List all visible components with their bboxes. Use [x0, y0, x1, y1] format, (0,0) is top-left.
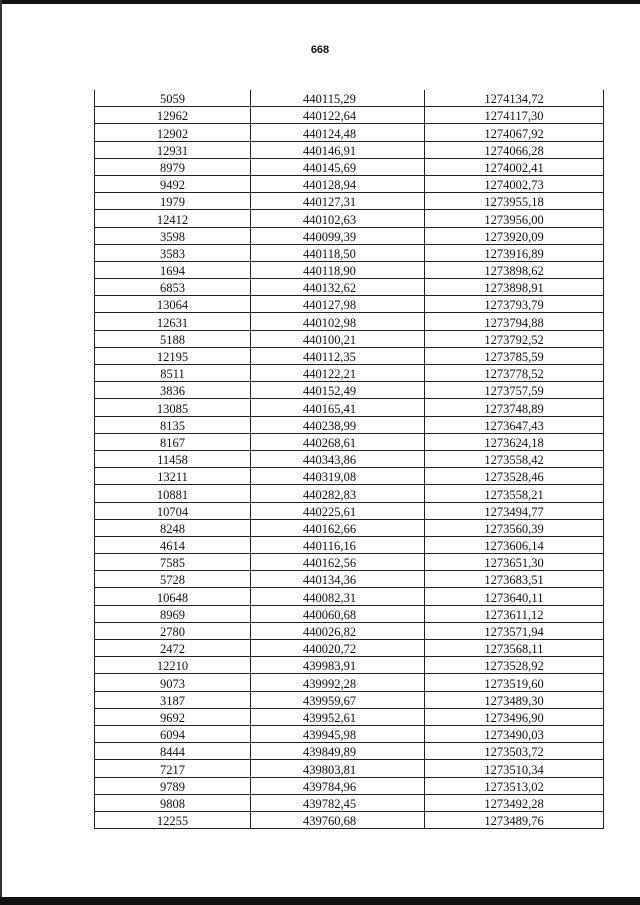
table-row: [95, 433, 604, 450]
x-coordinate-cell: 440082,31: [251, 588, 425, 605]
x-coordinate-cell: 440134,36: [251, 571, 425, 588]
x-coordinate-cell: 440268,61: [251, 433, 425, 450]
x-coordinate-cell: 440118,90: [251, 261, 425, 278]
x-coordinate-cell: 440118,50: [251, 244, 425, 261]
x-coordinate-cell: 440026,82: [251, 622, 425, 639]
point-id-cell: 13064: [95, 296, 251, 313]
table-row: [95, 210, 604, 227]
y-coordinate-cell: 1273503,72: [425, 743, 604, 760]
point-id-cell: 8135: [95, 416, 251, 433]
point-id-cell: 9808: [95, 794, 251, 811]
y-coordinate-cell: 1273611,12: [425, 605, 604, 622]
table-row: [95, 382, 604, 399]
table-row: [95, 279, 604, 296]
x-coordinate-cell: 440127,31: [251, 193, 425, 210]
y-coordinate-cell: 1274117,30: [425, 107, 604, 124]
table-row: [95, 674, 604, 691]
x-coordinate-cell: 440122,64: [251, 107, 425, 124]
point-id-cell: 5059: [95, 90, 251, 107]
table-row: [95, 794, 604, 811]
x-coordinate-cell: 440127,98: [251, 296, 425, 313]
point-id-cell: 8444: [95, 743, 251, 760]
y-coordinate-cell: 1273489,76: [425, 811, 604, 828]
table-row: [95, 330, 604, 347]
x-coordinate-cell: 439849,89: [251, 743, 425, 760]
table-row: [95, 450, 604, 467]
y-coordinate-cell: 1273510,34: [425, 760, 604, 777]
point-id-cell: 8969: [95, 605, 251, 622]
x-coordinate-cell: 439945,98: [251, 725, 425, 742]
x-coordinate-cell: 440145,69: [251, 158, 425, 175]
point-id-cell: 12412: [95, 210, 251, 227]
table-row: [95, 399, 604, 416]
table-row: [95, 193, 604, 210]
point-id-cell: 1694: [95, 261, 251, 278]
y-coordinate-cell: 1273785,59: [425, 347, 604, 364]
point-id-cell: 6853: [95, 279, 251, 296]
scan-left-edge: [0, 0, 2, 905]
y-coordinate-cell: 1274066,28: [425, 141, 604, 158]
y-coordinate-cell: 1273494,77: [425, 502, 604, 519]
point-id-cell: 5188: [95, 330, 251, 347]
y-coordinate-cell: 1273898,62: [425, 261, 604, 278]
point-id-cell: 9492: [95, 175, 251, 192]
x-coordinate-cell: 440132,62: [251, 279, 425, 296]
point-id-cell: 8167: [95, 433, 251, 450]
y-coordinate-cell: 1273793,79: [425, 296, 604, 313]
table-row: [95, 502, 604, 519]
x-coordinate-cell: 440116,16: [251, 536, 425, 553]
y-coordinate-cell: 1273513,02: [425, 777, 604, 794]
table-row: [95, 571, 604, 588]
y-coordinate-cell: 1274067,92: [425, 124, 604, 141]
y-coordinate-cell: 1273558,21: [425, 485, 604, 502]
x-coordinate-cell: 440238,99: [251, 416, 425, 433]
point-id-cell: 3598: [95, 227, 251, 244]
scan-top-edge: [0, 0, 640, 4]
table-row: [95, 175, 604, 192]
table-row: [95, 536, 604, 553]
y-coordinate-cell: 1273624,18: [425, 433, 604, 450]
table-row: [95, 519, 604, 536]
x-coordinate-cell: 439983,91: [251, 657, 425, 674]
x-coordinate-cell: 439992,28: [251, 674, 425, 691]
x-coordinate-cell: 439782,45: [251, 794, 425, 811]
point-id-cell: 12195: [95, 347, 251, 364]
table-row: [95, 416, 604, 433]
y-coordinate-cell: 1273489,30: [425, 691, 604, 708]
point-id-cell: 9692: [95, 708, 251, 725]
x-coordinate-cell: 440124,48: [251, 124, 425, 141]
table-row: [95, 485, 604, 502]
y-coordinate-cell: 1274002,73: [425, 175, 604, 192]
y-coordinate-cell: 1273683,51: [425, 571, 604, 588]
table-row: [95, 760, 604, 777]
x-coordinate-cell: 439959,67: [251, 691, 425, 708]
table-row: [95, 107, 604, 124]
x-coordinate-cell: 440162,66: [251, 519, 425, 536]
y-coordinate-cell: 1273647,43: [425, 416, 604, 433]
x-coordinate-cell: 440102,98: [251, 313, 425, 330]
x-coordinate-cell: 440115,29: [251, 90, 425, 107]
y-coordinate-cell: 1273956,00: [425, 210, 604, 227]
table-row: [95, 640, 604, 657]
point-id-cell: 13211: [95, 468, 251, 485]
y-coordinate-cell: 1273528,46: [425, 468, 604, 485]
point-id-cell: 10881: [95, 485, 251, 502]
x-coordinate-cell: 439784,96: [251, 777, 425, 794]
point-id-cell: 2472: [95, 640, 251, 657]
point-id-cell: 7217: [95, 760, 251, 777]
table-row: [95, 691, 604, 708]
x-coordinate-cell: 440099,39: [251, 227, 425, 244]
point-id-cell: 3187: [95, 691, 251, 708]
y-coordinate-cell: 1273496,90: [425, 708, 604, 725]
coordinates-table: [94, 90, 604, 829]
table-row: [95, 90, 604, 107]
table-row: [95, 141, 604, 158]
point-id-cell: 5728: [95, 571, 251, 588]
y-coordinate-cell: 1273560,39: [425, 519, 604, 536]
x-coordinate-cell: 440128,94: [251, 175, 425, 192]
table-row: [95, 605, 604, 622]
point-id-cell: 8248: [95, 519, 251, 536]
page-number: 668: [310, 44, 330, 56]
point-id-cell: 1979: [95, 193, 251, 210]
table-row: [95, 588, 604, 605]
point-id-cell: 12902: [95, 124, 251, 141]
y-coordinate-cell: 1273651,30: [425, 554, 604, 571]
x-coordinate-cell: 440152,49: [251, 382, 425, 399]
table-row: [95, 227, 604, 244]
table-row: [95, 365, 604, 382]
x-coordinate-cell: 440162,56: [251, 554, 425, 571]
y-coordinate-cell: 1273898,91: [425, 279, 604, 296]
y-coordinate-cell: 1273490,03: [425, 725, 604, 742]
table-row: [95, 725, 604, 742]
y-coordinate-cell: 1274002,41: [425, 158, 604, 175]
point-id-cell: 9073: [95, 674, 251, 691]
y-coordinate-cell: 1273920,09: [425, 227, 604, 244]
point-id-cell: 6094: [95, 725, 251, 742]
table-row: [95, 261, 604, 278]
table-row: [95, 743, 604, 760]
point-id-cell: 8511: [95, 365, 251, 382]
table-row: [95, 622, 604, 639]
y-coordinate-cell: 1273640,11: [425, 588, 604, 605]
point-id-cell: 4614: [95, 536, 251, 553]
coordinates-table-body: [95, 90, 604, 829]
x-coordinate-cell: 440102,63: [251, 210, 425, 227]
x-coordinate-cell: 440060,68: [251, 605, 425, 622]
y-coordinate-cell: 1273748,89: [425, 399, 604, 416]
x-coordinate-cell: 439952,61: [251, 708, 425, 725]
x-coordinate-cell: 440112,35: [251, 347, 425, 364]
x-coordinate-cell: 439803,81: [251, 760, 425, 777]
table-row: [95, 158, 604, 175]
y-coordinate-cell: 1273528,92: [425, 657, 604, 674]
x-coordinate-cell: 440225,61: [251, 502, 425, 519]
y-coordinate-cell: 1273916,89: [425, 244, 604, 261]
table-row: [95, 313, 604, 330]
x-coordinate-cell: 440319,08: [251, 468, 425, 485]
y-coordinate-cell: 1273757,59: [425, 382, 604, 399]
x-coordinate-cell: 440122,21: [251, 365, 425, 382]
table-row: [95, 468, 604, 485]
x-coordinate-cell: 440165,41: [251, 399, 425, 416]
point-id-cell: 12210: [95, 657, 251, 674]
point-id-cell: 8979: [95, 158, 251, 175]
scan-bottom-edge: [0, 897, 640, 905]
y-coordinate-cell: 1273492,28: [425, 794, 604, 811]
x-coordinate-cell: 440020,72: [251, 640, 425, 657]
table-row: [95, 244, 604, 261]
point-id-cell: 2780: [95, 622, 251, 639]
y-coordinate-cell: 1273606,14: [425, 536, 604, 553]
table-row: [95, 777, 604, 794]
point-id-cell: 12931: [95, 141, 251, 158]
table-row: [95, 708, 604, 725]
y-coordinate-cell: 1273955,18: [425, 193, 604, 210]
point-id-cell: 9789: [95, 777, 251, 794]
y-coordinate-cell: 1273571,94: [425, 622, 604, 639]
point-id-cell: 11458: [95, 450, 251, 467]
point-id-cell: 13085: [95, 399, 251, 416]
point-id-cell: 12255: [95, 811, 251, 828]
table-row: [95, 124, 604, 141]
table-row: [95, 296, 604, 313]
point-id-cell: 10648: [95, 588, 251, 605]
y-coordinate-cell: 1273794,88: [425, 313, 604, 330]
table-row: [95, 554, 604, 571]
y-coordinate-cell: 1273778,52: [425, 365, 604, 382]
x-coordinate-cell: 440282,83: [251, 485, 425, 502]
point-id-cell: 12631: [95, 313, 251, 330]
y-coordinate-cell: 1273568,11: [425, 640, 604, 657]
table-row: [95, 811, 604, 828]
table-row: [95, 347, 604, 364]
x-coordinate-cell: 439760,68: [251, 811, 425, 828]
table-row: [95, 657, 604, 674]
x-coordinate-cell: 440100,21: [251, 330, 425, 347]
point-id-cell: 12962: [95, 107, 251, 124]
point-id-cell: 3836: [95, 382, 251, 399]
point-id-cell: 10704: [95, 502, 251, 519]
y-coordinate-cell: 1273558,42: [425, 450, 604, 467]
y-coordinate-cell: 1273792,52: [425, 330, 604, 347]
point-id-cell: 3583: [95, 244, 251, 261]
y-coordinate-cell: 1274134,72: [425, 90, 604, 107]
x-coordinate-cell: 440343,86: [251, 450, 425, 467]
point-id-cell: 7585: [95, 554, 251, 571]
y-coordinate-cell: 1273519,60: [425, 674, 604, 691]
x-coordinate-cell: 440146,91: [251, 141, 425, 158]
